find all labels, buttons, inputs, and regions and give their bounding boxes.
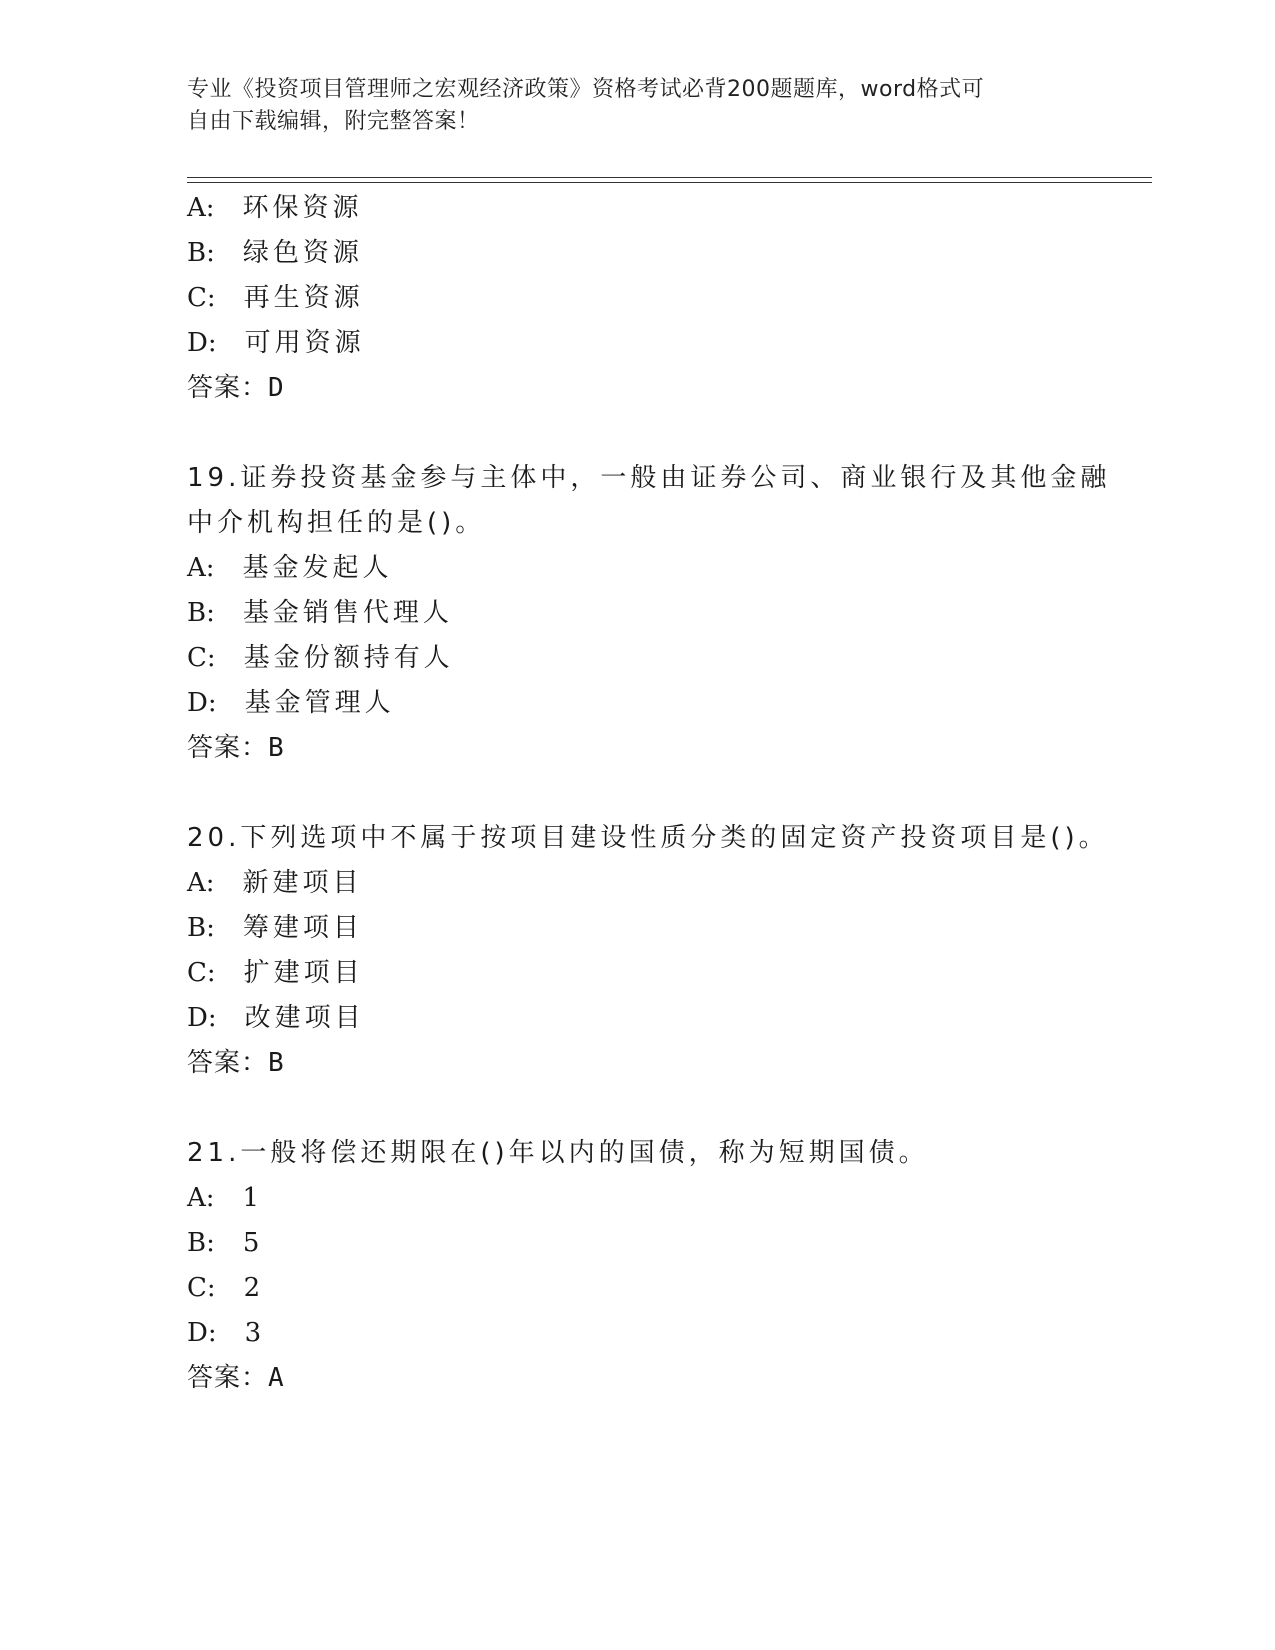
option-a (187, 861, 1147, 906)
option-text: 筹建项目 (242, 913, 363, 943)
answer-value: B (268, 733, 285, 763)
option-text: 扩建项目 (243, 958, 364, 988)
answer-label: 答案： (187, 373, 269, 403)
option-c (187, 636, 1147, 681)
option-text: 1 (242, 1183, 260, 1213)
option-a (187, 1176, 1147, 1221)
option-text: 可用资源 (244, 328, 365, 358)
option-c (187, 276, 1147, 321)
option-text: 5 (242, 1228, 260, 1258)
option-letter: D: (187, 328, 217, 358)
option-text: 环保资源 (242, 193, 363, 223)
option-b (187, 1221, 1147, 1266)
option-text: 再生资源 (243, 283, 364, 313)
option-letter: B: (187, 1228, 215, 1258)
option-a (187, 186, 1147, 231)
document-header (187, 74, 1087, 138)
option-letter: B: (187, 598, 215, 628)
option-c (187, 951, 1147, 996)
question-text-line-1: 19.证券投资基金参与主体中，一般由证券公司、商业银行及其他金融 (187, 463, 1111, 493)
answer-label: 答案： (187, 1363, 269, 1393)
option-letter: C: (187, 283, 216, 313)
option-text: 绿色资源 (242, 238, 363, 268)
option-b (187, 591, 1147, 636)
option-d (187, 321, 1147, 366)
question-text-line-2: 中介机构担任的是()。 (187, 508, 486, 538)
option-text: 3 (244, 1318, 262, 1348)
option-letter: C: (187, 643, 216, 673)
answer-line (187, 726, 1147, 771)
header-divider-top (187, 177, 1152, 178)
option-letter: C: (187, 1273, 216, 1303)
answer-value: A (268, 1363, 285, 1393)
option-text: 基金发起人 (242, 553, 393, 583)
option-b (187, 231, 1147, 276)
question-text-line-1: 20.下列选项中不属于按项目建设性质分类的固定资产投资项目是()。 (187, 823, 1109, 853)
option-d (187, 1311, 1147, 1356)
question-18 (187, 186, 1147, 411)
option-letter: D: (187, 1318, 217, 1348)
option-text: 2 (243, 1273, 261, 1303)
answer-line (187, 1041, 1147, 1086)
question-20 (187, 816, 1147, 1086)
question-19 (187, 456, 1147, 771)
answer-line (187, 1356, 1147, 1401)
option-d (187, 996, 1147, 1041)
option-c (187, 1266, 1147, 1311)
option-letter: A: (187, 553, 215, 583)
option-letter: D: (187, 688, 217, 718)
header-divider-bottom (187, 182, 1152, 183)
option-letter: D: (187, 1003, 217, 1033)
header-line-2: 自由下载编辑，附完整答案！ (187, 109, 480, 134)
answer-value: B (268, 1048, 285, 1078)
option-d (187, 681, 1147, 726)
answer-label: 答案： (187, 733, 269, 763)
question-text-line-1: 21.一般将偿还期限在()年以内的国债，称为短期国债。 (187, 1138, 929, 1168)
option-letter: B: (187, 913, 215, 943)
option-text: 基金管理人 (244, 688, 395, 718)
option-letter: A: (187, 868, 215, 898)
option-text: 基金份额持有人 (243, 643, 454, 673)
header-line-1: 专业《投资项目管理师之宏观经济政策》资格考试必背200题题库，word格式可 (187, 77, 985, 102)
option-letter: C: (187, 958, 216, 988)
answer-line (187, 366, 1147, 411)
option-letter: B: (187, 238, 215, 268)
option-text: 改建项目 (244, 1003, 365, 1033)
answer-value: D (268, 373, 285, 403)
option-text: 新建项目 (242, 868, 363, 898)
option-b (187, 906, 1147, 951)
option-letter: A: (187, 193, 215, 223)
question-21 (187, 1131, 1147, 1401)
option-a (187, 546, 1147, 591)
answer-label: 答案： (187, 1048, 269, 1078)
option-text: 基金销售代理人 (242, 598, 453, 628)
option-letter: A: (187, 1183, 215, 1213)
